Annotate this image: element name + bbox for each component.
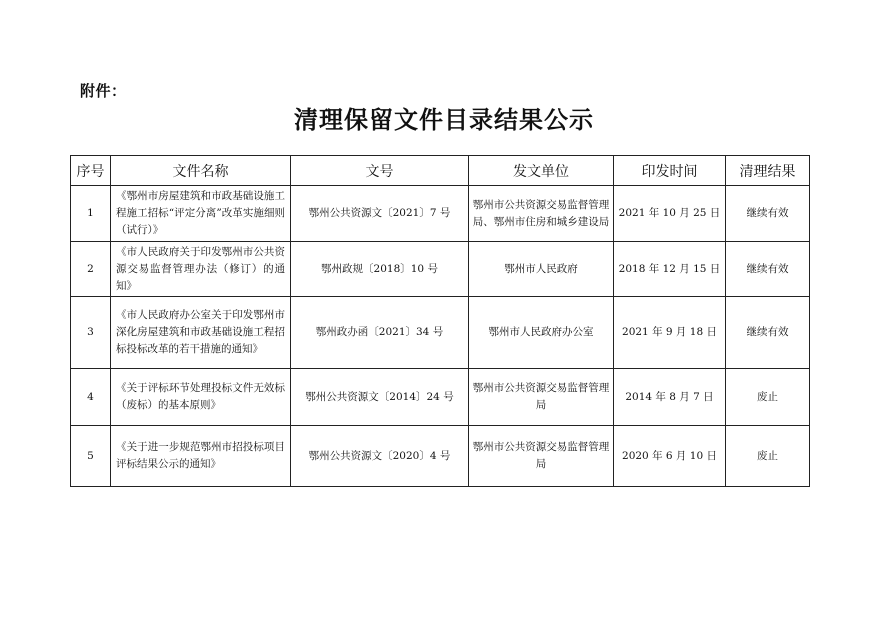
page-title: 清理保留文件目录结果公示 (294, 105, 594, 134)
table-row (71, 242, 810, 297)
cell-result: 继续有效 (726, 297, 810, 369)
cell-date: 2020 年 6 月 10 日 (614, 426, 726, 487)
cell-number: 鄂州公共资源文〔2014〕24 号 (291, 369, 469, 426)
cell-unit: 鄂州市公共资源交易监督管理局、鄂州市住房和城乡建设局 (469, 186, 614, 242)
header-name: 文件名称 (111, 156, 291, 186)
cell-unit: 鄂州市公共资源交易监督管理局 (469, 369, 614, 426)
cell-date: 2021 年 10 月 25 日 (614, 186, 726, 242)
cell-unit: 鄂州市人民政府 (469, 242, 614, 297)
cell-name: 《关于评标环节处理投标文件无效标（废标）的基本原则》 (111, 369, 291, 426)
table-row (71, 369, 810, 426)
cell-number: 鄂州政办函〔2021〕34 号 (291, 297, 469, 369)
table-header-row (71, 156, 810, 186)
header-result: 清理结果 (726, 156, 810, 186)
header-unit: 发文单位 (469, 156, 614, 186)
cell-seq: 2 (71, 242, 111, 297)
cell-number: 鄂州公共资源文〔2021〕7 号 (291, 186, 469, 242)
table-row (71, 186, 810, 242)
attachment-label: 附件： (80, 82, 127, 100)
cell-seq: 5 (71, 426, 111, 487)
header-date: 印发时间 (614, 156, 726, 186)
cell-unit: 鄂州市人民政府办公室 (469, 297, 614, 369)
cell-name: 《关于进一步规范鄂州市招投标项目评标结果公示的通知》 (111, 426, 291, 487)
header-number: 文号 (291, 156, 469, 186)
cell-result: 继续有效 (726, 242, 810, 297)
results-table (70, 155, 810, 487)
cell-result: 继续有效 (726, 186, 810, 242)
cell-number: 鄂州政规〔2018〕10 号 (291, 242, 469, 297)
cell-name: 《市人民政府关于印发鄂州市公共资源交易监督管理办法（修订）的通知》 (111, 242, 291, 297)
cell-date: 2018 年 12 月 15 日 (614, 242, 726, 297)
cell-unit: 鄂州市公共资源交易监督管理局 (469, 426, 614, 487)
cell-seq: 3 (71, 297, 111, 369)
cell-date: 2021 年 9 月 18 日 (614, 297, 726, 369)
table-row (71, 297, 810, 369)
cell-name: 《鄂州市房屋建筑和市政基础设施工程施工招标“评定分离”改革实施细则（试行）》 (111, 186, 291, 242)
cell-result: 废止 (726, 426, 810, 487)
cell-seq: 1 (71, 186, 111, 242)
header-seq: 序号 (71, 156, 111, 186)
cell-name: 《市人民政府办公室关于印发鄂州市深化房屋建筑和市政基础设施工程招标投标改革的若干措施的通知》 (111, 297, 291, 369)
table-row (71, 426, 810, 487)
cell-date: 2014 年 8 月 7 日 (614, 369, 726, 426)
cell-number: 鄂州公共资源文〔2020〕4 号 (291, 426, 469, 487)
cell-result: 废止 (726, 369, 810, 426)
cell-seq: 4 (71, 369, 111, 426)
